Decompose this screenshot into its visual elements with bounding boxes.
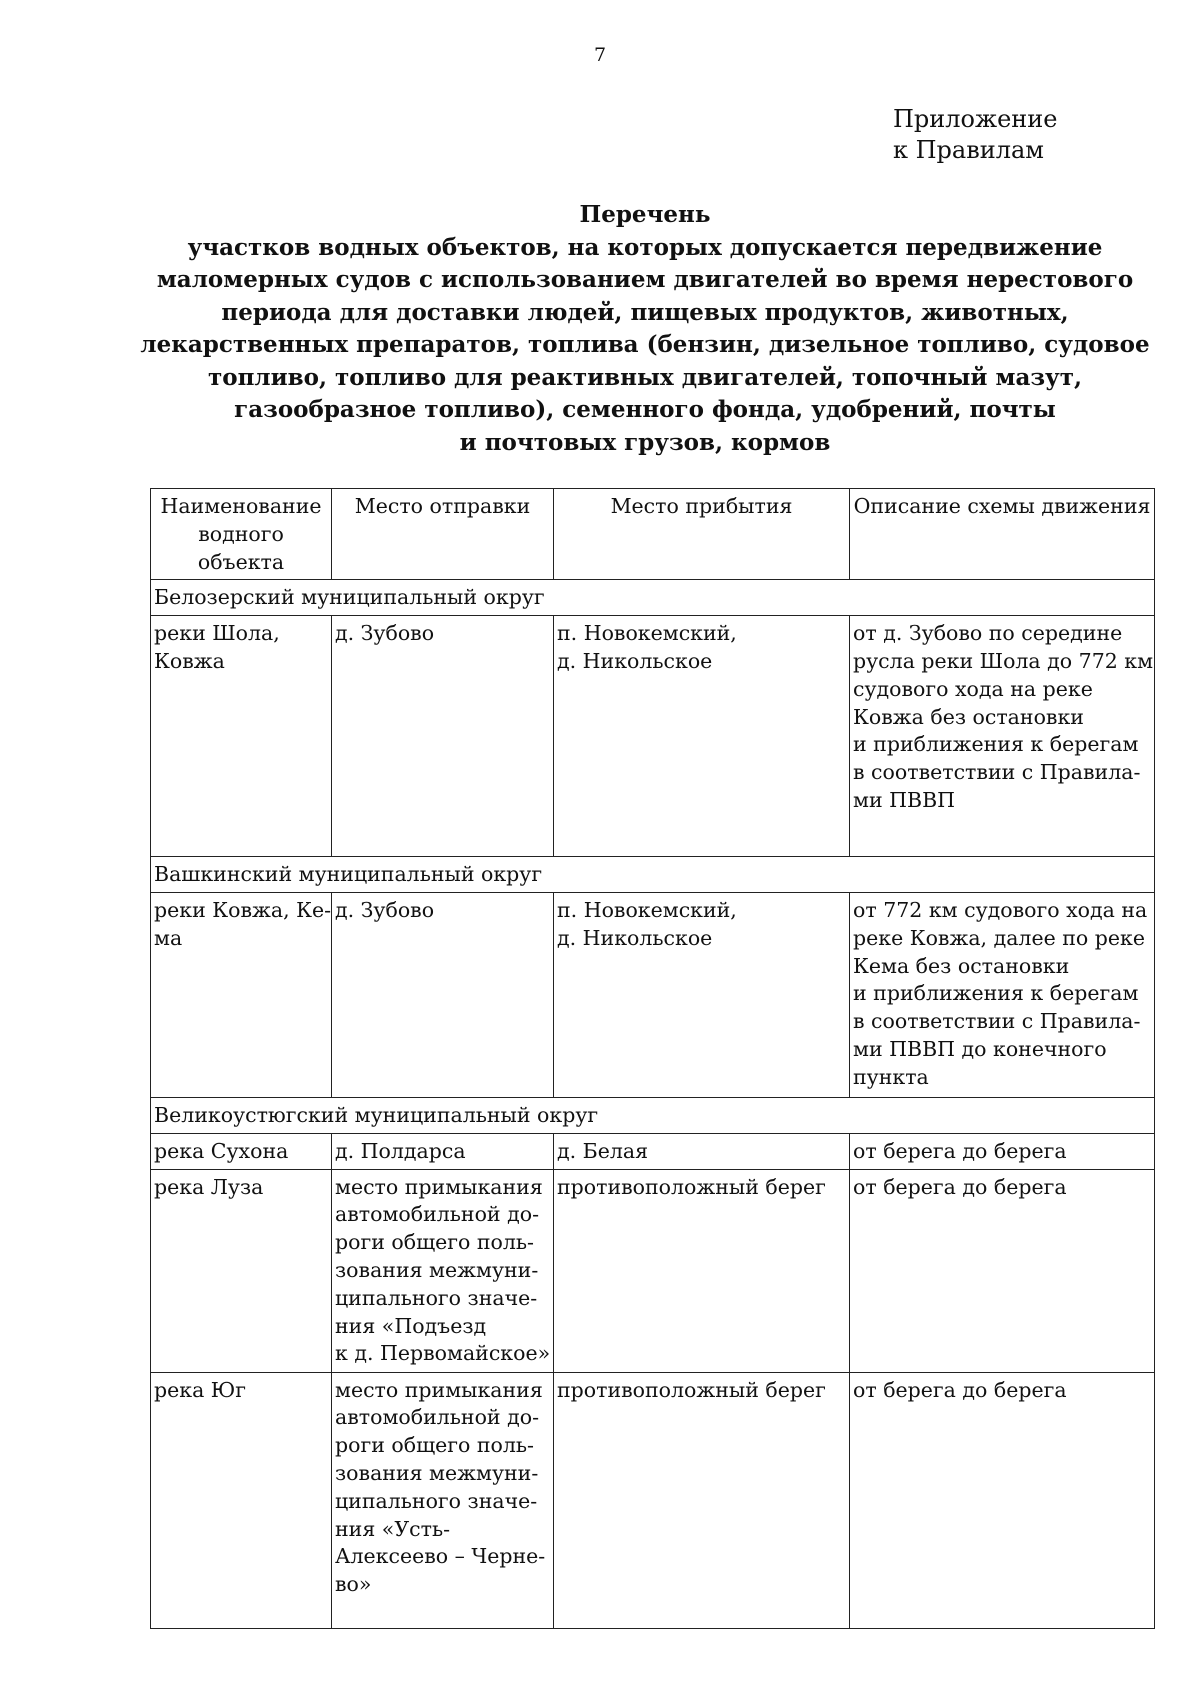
cell-departure — [332, 1169, 554, 1372]
heading-line: газообразное топливо), семенного фонда, удобрений, почты — [234, 396, 1056, 423]
cell-line: ния «Подъезд — [335, 1313, 487, 1338]
section-name: Вашкинский муниципальный округ — [151, 857, 1155, 893]
cell-line: место примыкания — [335, 1377, 543, 1402]
cell-water-body — [151, 616, 332, 857]
header-route: Описание схемы движения — [850, 489, 1155, 580]
cell-departure — [332, 892, 554, 1097]
cell-line: ципального значе- — [335, 1488, 538, 1513]
cell-line: от д. Зубово по середине — [853, 621, 1123, 646]
cell-line: д. Зубово — [335, 621, 435, 646]
cell-line: реки Ковжа, Ке- — [154, 897, 332, 922]
cell-line: русла реки Шола до 772 км — [853, 648, 1154, 673]
cell-line: к д. Первомайское» — [335, 1341, 551, 1366]
heading-line: периода для доставки людей, пищевых продуктов, животных, — [221, 298, 1069, 326]
cell-line: роги общего поль- — [335, 1230, 534, 1255]
cell-route — [850, 1133, 1155, 1169]
section-name: Великоустюгский муниципальный округ — [151, 1097, 1155, 1133]
cell-route — [850, 892, 1155, 1097]
cell-line: от берега до берега — [853, 1138, 1067, 1163]
cell-line: от берега до берега — [853, 1377, 1067, 1402]
header-departure: Место отправки — [332, 489, 554, 580]
cell-line: д. Белая — [557, 1138, 649, 1163]
cell-line: Кема без остановки — [853, 953, 1070, 978]
appendix-line: к Правилам — [893, 136, 1044, 164]
cell-line: пункта — [853, 1064, 929, 1089]
cell-arrival — [554, 1133, 850, 1169]
cell-line: д. Зубово — [335, 897, 435, 922]
cell-line: противоположный берег — [557, 1377, 826, 1402]
cell-line: противоположный берег — [557, 1174, 826, 1199]
heading-line: участков водных объектов, на которых допускается передвижение — [187, 233, 1103, 261]
cell-water-body — [151, 1169, 332, 1372]
cell-line: д. Полдарса — [335, 1138, 466, 1163]
section-row — [151, 857, 1155, 893]
cell-arrival — [554, 616, 850, 857]
cell-line: автомобильной до- — [335, 1405, 539, 1430]
cell-line: река Юг — [154, 1377, 247, 1402]
cell-line: Ковжа — [154, 648, 225, 673]
cell-water-body — [151, 1133, 332, 1169]
table-row — [151, 616, 1155, 857]
water-sections-table — [150, 488, 1155, 1629]
cell-line: зования межмуни- — [335, 1460, 539, 1485]
heading-title: Перечень — [579, 201, 711, 228]
cell-arrival — [554, 1169, 850, 1372]
cell-line: автомобильной до- — [335, 1202, 539, 1227]
cell-line: от 772 км судового хода на — [853, 897, 1148, 922]
cell-line: д. Никольское — [557, 648, 713, 673]
cell-route — [850, 1169, 1155, 1372]
cell-arrival — [554, 1372, 850, 1628]
cell-line: ми ПВВП — [853, 787, 956, 812]
cell-water-body — [151, 1372, 332, 1628]
table-header-row — [151, 489, 1155, 580]
cell-line: ципального значе- — [335, 1285, 538, 1310]
header-line: водного объекта — [197, 521, 285, 574]
cell-line: ма — [154, 925, 183, 950]
cell-water-body — [151, 892, 332, 1097]
page-number: 7 — [593, 44, 607, 66]
cell-arrival — [554, 892, 850, 1097]
cell-line: и приближения к берегам — [853, 732, 1139, 757]
header-arrival: Место прибытия — [554, 489, 850, 580]
table-row — [151, 1133, 1155, 1169]
cell-departure — [332, 1372, 554, 1628]
cell-line: п. Новокемский, — [557, 897, 737, 922]
cell-line: в соответствии с Правила- — [853, 760, 1141, 785]
cell-line: роги общего поль- — [335, 1433, 534, 1458]
cell-line: река Сухона — [154, 1138, 289, 1163]
cell-line: место примыкания — [335, 1174, 543, 1199]
section-row — [151, 1097, 1155, 1133]
appendix-note — [893, 104, 1057, 166]
cell-route — [850, 616, 1155, 857]
heading-line: маломерных судов с использованием двигателей во время нерестового — [156, 266, 1134, 293]
header-water-body — [151, 489, 332, 580]
cell-line: река Луза — [154, 1174, 264, 1199]
heading-line: лекарственных препаратов, топлива (бензин, дизельное топливо, судовое — [140, 331, 1150, 358]
header-line: Наименование — [160, 494, 322, 518]
cell-line: Ковжа без остановки — [853, 704, 1084, 729]
cell-line: и приближения к берегам — [853, 981, 1139, 1006]
cell-line: в соответствии с Правила- — [853, 1009, 1141, 1034]
cell-line: от берега до берега — [853, 1174, 1067, 1199]
cell-line: Алексеево – Черне- — [335, 1544, 546, 1569]
cell-line: зования межмуни- — [335, 1257, 539, 1282]
cell-route — [850, 1372, 1155, 1628]
section-name: Белозерский муниципальный округ — [151, 580, 1155, 616]
document-heading — [120, 199, 1170, 459]
cell-departure — [332, 616, 554, 857]
heading-line: и почтовых грузов, кормов — [459, 428, 831, 456]
table-row — [151, 1372, 1155, 1628]
section-row — [151, 580, 1155, 616]
cell-line: судового хода на реке — [853, 676, 1093, 701]
cell-line: реке Ковжа, далее по реке — [853, 925, 1145, 950]
cell-departure — [332, 1133, 554, 1169]
appendix-line: Приложение — [893, 105, 1058, 133]
cell-line: ми ПВВП до конечного — [853, 1036, 1107, 1061]
cell-line: ния «Усть- — [335, 1516, 451, 1541]
cell-line: д. Никольское — [557, 925, 713, 950]
table-row — [151, 1169, 1155, 1372]
cell-line: во» — [335, 1572, 372, 1597]
cell-line: п. Новокемский, — [557, 621, 737, 646]
heading-line: топливо, топливо для реактивных двигателей, топочный мазут, — [207, 363, 1083, 391]
cell-line: реки Шола, — [154, 621, 280, 646]
table-row — [151, 892, 1155, 1097]
